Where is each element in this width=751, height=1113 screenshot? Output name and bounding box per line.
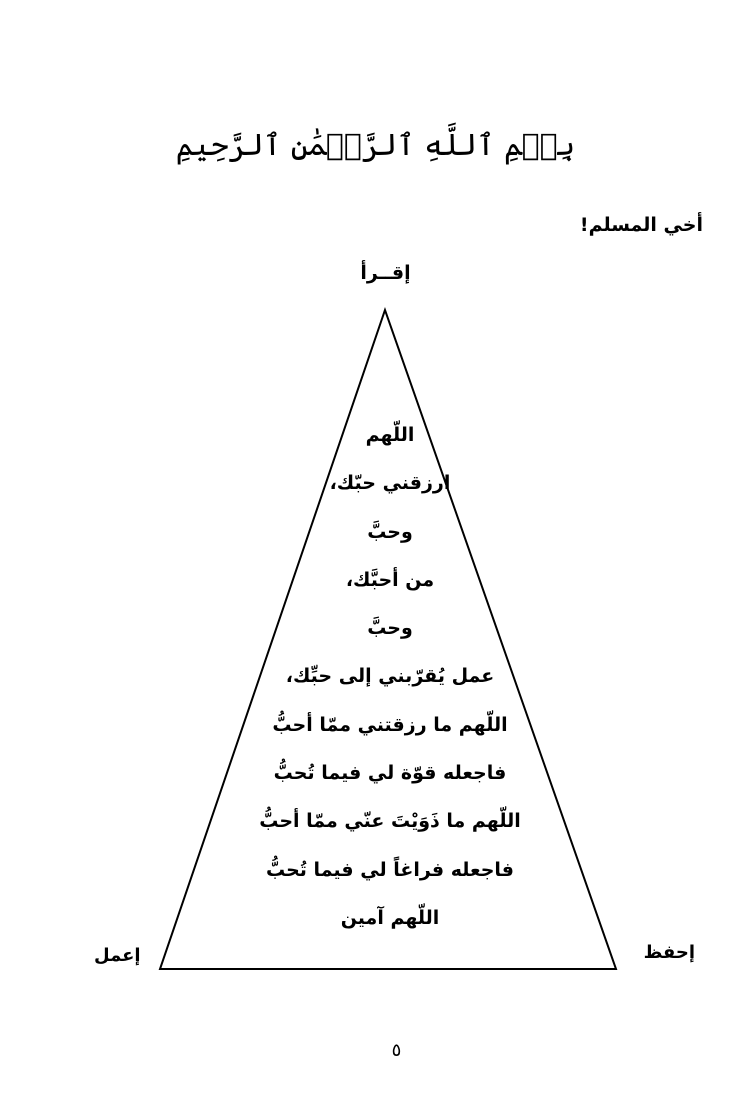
prayer-line: ارزقني حبّك، [329, 472, 451, 495]
prayer-line: اللّهم آمين [340, 906, 440, 929]
pyramid-left-label: إعمل [94, 945, 141, 966]
prayer-line: اللّهم ما رزقتني ممّا أحبُّ [272, 713, 508, 736]
prayer-line: من أحبَّك، [345, 568, 435, 591]
prayer-line: وحبَّ [367, 617, 413, 640]
pyramid-right-label: إحفظ [643, 942, 695, 963]
prayer-line: اللّهم [365, 424, 415, 446]
prayer-line: فاجعله قوّة لي فيما تُحبُّ [273, 762, 507, 785]
pyramid-top-label: إقــرأ [360, 262, 411, 284]
prayer-line: عمل يُقرّبني إلى حبِّك، [285, 665, 495, 688]
page-number: ٥ [391, 1040, 402, 1061]
basmala-heading: بِسۡمِ ٱللَّهِ ٱلرَّحۡمَٰنِ ٱلرَّحِيمِ [175, 128, 576, 163]
prayer-line: فاجعله فراغاً لي فيما تُحبُّ [266, 858, 514, 881]
prayer-line: اللّهم ما ذَوَيْتَ عنّي ممّا أحبُّ [259, 810, 521, 833]
prayer-line: وحبَّ [367, 520, 413, 543]
greeting-text: أخي المسلم! [579, 214, 703, 236]
prayer-lines [200, 420, 580, 951]
